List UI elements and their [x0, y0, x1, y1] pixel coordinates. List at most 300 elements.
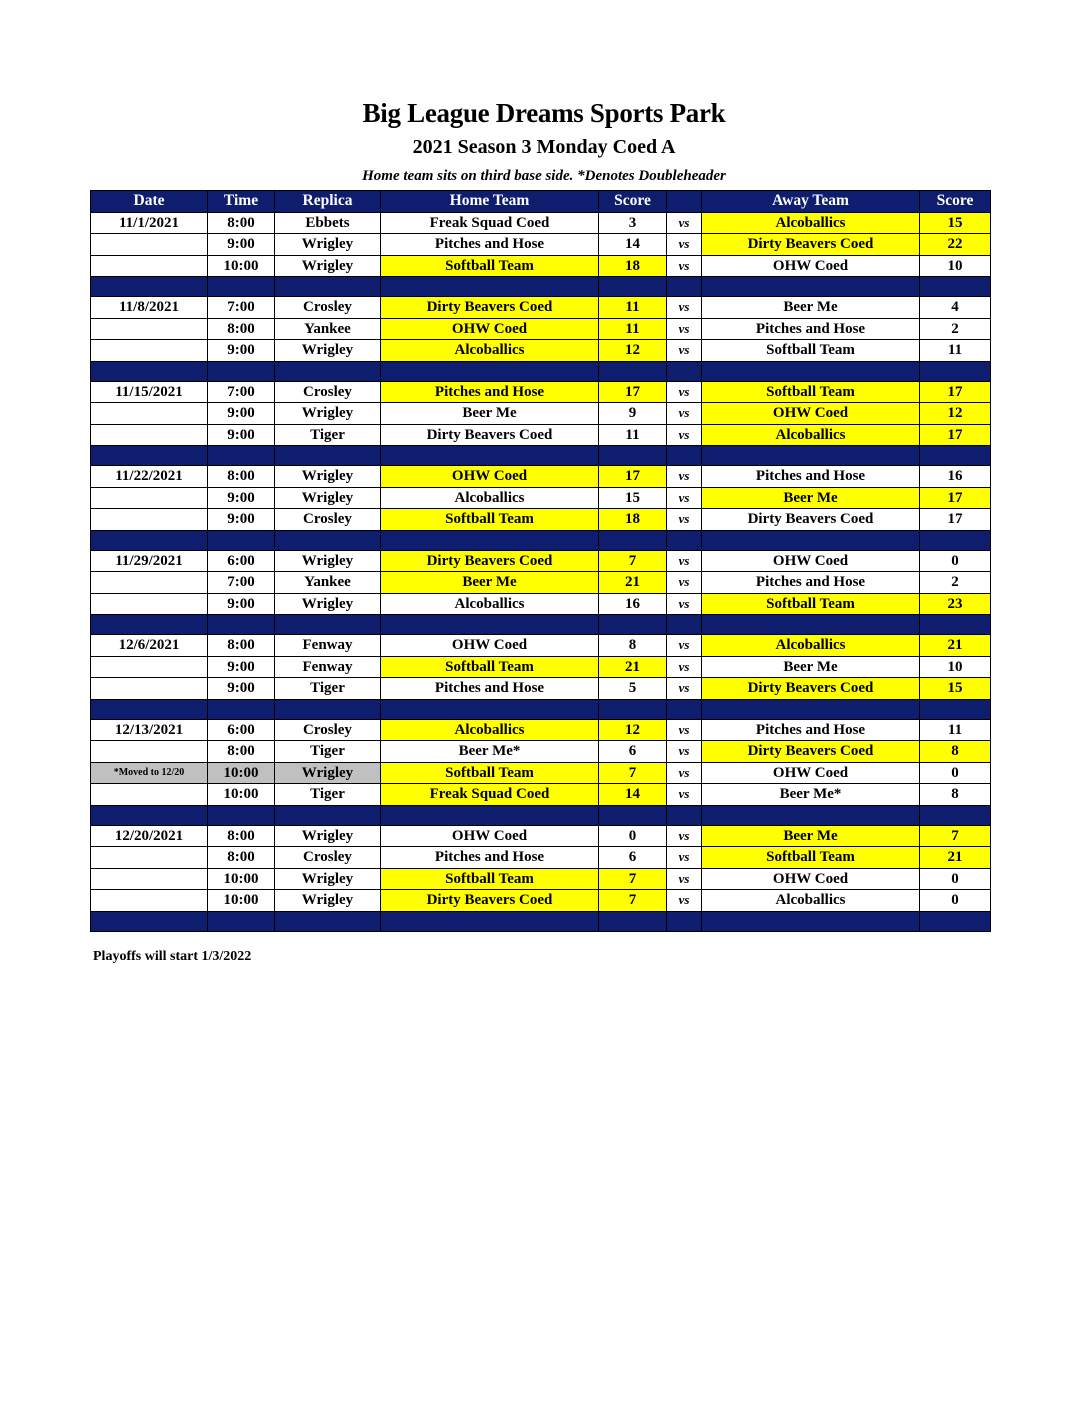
separator-cell	[920, 277, 991, 297]
table-row	[91, 550, 991, 572]
table-row	[91, 762, 991, 784]
cell-vs: vs	[667, 635, 702, 657]
cell-time: 8:00	[208, 212, 275, 234]
cell-time: 10:00	[208, 868, 275, 890]
separator-cell	[667, 361, 702, 381]
table-row	[91, 593, 991, 615]
cell-date	[91, 318, 208, 340]
header-row	[91, 191, 991, 213]
cell-home-team: Pitches and Hose	[381, 381, 599, 403]
cell-away-team: Softball Team	[702, 593, 920, 615]
cell-home-score: 11	[599, 318, 667, 340]
cell-vs: vs	[667, 403, 702, 425]
cell-home-score: 6	[599, 741, 667, 763]
separator-cell	[599, 699, 667, 719]
table-row	[91, 784, 991, 806]
cell-vs: vs	[667, 784, 702, 806]
cell-time: 9:00	[208, 509, 275, 531]
cell-away-score: 17	[920, 381, 991, 403]
cell-vs: vs	[667, 847, 702, 869]
cell-away-team: OHW Coed	[702, 868, 920, 890]
cell-replica: Wrigley	[275, 234, 381, 256]
page-title: Big League Dreams Sports Park	[362, 98, 726, 128]
table-row	[91, 255, 991, 277]
cell-replica: Fenway	[275, 635, 381, 657]
separator-cell	[91, 361, 208, 381]
cell-away-team: Beer Me	[702, 656, 920, 678]
cell-date	[91, 403, 208, 425]
cell-away-score: 7	[920, 825, 991, 847]
cell-home-team: Beer Me	[381, 403, 599, 425]
separator-cell	[91, 615, 208, 635]
cell-date	[91, 868, 208, 890]
cell-replica: Crosley	[275, 847, 381, 869]
cell-away-team: OHW Coed	[702, 550, 920, 572]
separator-cell	[667, 615, 702, 635]
cell-home-score: 5	[599, 678, 667, 700]
cell-time: 10:00	[208, 255, 275, 277]
cell-away-score: 2	[920, 572, 991, 594]
table-row	[91, 466, 991, 488]
cell-date	[91, 656, 208, 678]
column-header-away-score: Score	[920, 191, 991, 213]
cell-time: 7:00	[208, 381, 275, 403]
column-header-replica: Replica	[275, 191, 381, 213]
cell-home-team: Softball Team	[381, 255, 599, 277]
separator-cell	[920, 615, 991, 635]
table-row	[91, 890, 991, 912]
cell-time: 6:00	[208, 719, 275, 741]
cell-away-score: 17	[920, 487, 991, 509]
cell-away-score: 11	[920, 719, 991, 741]
cell-time: 10:00	[208, 890, 275, 912]
separator-cell	[920, 699, 991, 719]
cell-date	[91, 424, 208, 446]
table-row	[91, 340, 991, 362]
separator-cell	[208, 699, 275, 719]
separator-cell	[381, 911, 599, 931]
cell-away-score: 0	[920, 890, 991, 912]
table-row	[91, 212, 991, 234]
separator-cell	[91, 911, 208, 931]
cell-home-score: 21	[599, 656, 667, 678]
cell-away-team: Dirty Beavers Coed	[702, 678, 920, 700]
cell-home-score: 14	[599, 784, 667, 806]
cell-away-team: Dirty Beavers Coed	[702, 741, 920, 763]
column-header-home-team: Home Team	[381, 191, 599, 213]
cell-home-score: 17	[599, 466, 667, 488]
cell-home-team: Softball Team	[381, 656, 599, 678]
cell-vs: vs	[667, 381, 702, 403]
cell-home-team: OHW Coed	[381, 825, 599, 847]
cell-time: 8:00	[208, 635, 275, 657]
table-row	[91, 297, 991, 319]
cell-away-team: Dirty Beavers Coed	[702, 234, 920, 256]
cell-vs: vs	[667, 212, 702, 234]
separator-cell	[599, 361, 667, 381]
cell-replica: Tiger	[275, 424, 381, 446]
column-header-time: Time	[208, 191, 275, 213]
cell-replica: Wrigley	[275, 593, 381, 615]
separator-cell	[275, 699, 381, 719]
cell-away-team: Beer Me	[702, 487, 920, 509]
cell-date: 11/22/2021	[91, 466, 208, 488]
cell-vs: vs	[667, 297, 702, 319]
cell-time: 7:00	[208, 297, 275, 319]
cell-date	[91, 340, 208, 362]
cell-replica: Wrigley	[275, 340, 381, 362]
separator-cell	[599, 911, 667, 931]
cell-vs: vs	[667, 466, 702, 488]
cell-away-team: Softball Team	[702, 381, 920, 403]
cell-away-team: Dirty Beavers Coed	[702, 509, 920, 531]
cell-replica: Crosley	[275, 381, 381, 403]
cell-replica: Wrigley	[275, 890, 381, 912]
cell-vs: vs	[667, 572, 702, 594]
cell-away-team: Softball Team	[702, 340, 920, 362]
cell-time: 8:00	[208, 825, 275, 847]
separator-cell	[275, 615, 381, 635]
cell-home-team: Dirty Beavers Coed	[381, 297, 599, 319]
table-row	[91, 381, 991, 403]
table-row	[91, 635, 991, 657]
cell-away-team: Alcoballics	[702, 890, 920, 912]
cell-replica: Crosley	[275, 297, 381, 319]
cell-home-team: Alcoballics	[381, 487, 599, 509]
cell-time: 6:00	[208, 550, 275, 572]
cell-away-team: Beer Me	[702, 297, 920, 319]
cell-home-score: 11	[599, 297, 667, 319]
cell-time: 7:00	[208, 572, 275, 594]
cell-vs: vs	[667, 234, 702, 256]
cell-away-score: 10	[920, 255, 991, 277]
cell-away-score: 21	[920, 847, 991, 869]
cell-date	[91, 572, 208, 594]
separator-cell	[667, 699, 702, 719]
cell-away-team: Softball Team	[702, 847, 920, 869]
week-separator-row	[91, 530, 991, 550]
separator-cell	[702, 699, 920, 719]
cell-replica: Crosley	[275, 719, 381, 741]
cell-away-team: Pitches and Hose	[702, 466, 920, 488]
cell-replica: Wrigley	[275, 762, 381, 784]
separator-cell	[702, 911, 920, 931]
separator-cell	[275, 911, 381, 931]
separator-cell	[381, 361, 599, 381]
separator-cell	[381, 805, 599, 825]
cell-away-team: OHW Coed	[702, 255, 920, 277]
cell-home-score: 12	[599, 719, 667, 741]
cell-home-team: Dirty Beavers Coed	[381, 424, 599, 446]
separator-cell	[208, 277, 275, 297]
separator-cell	[275, 446, 381, 466]
cell-away-score: 0	[920, 762, 991, 784]
cell-date: 11/8/2021	[91, 297, 208, 319]
separator-cell	[208, 615, 275, 635]
table-row	[91, 825, 991, 847]
cell-vs: vs	[667, 678, 702, 700]
separator-cell	[275, 361, 381, 381]
cell-away-team: Beer Me*	[702, 784, 920, 806]
separator-cell	[702, 446, 920, 466]
cell-date	[91, 234, 208, 256]
cell-time: 9:00	[208, 340, 275, 362]
cell-date: *Moved to 12/20	[91, 762, 208, 784]
cell-away-team: OHW Coed	[702, 762, 920, 784]
cell-away-team: Alcoballics	[702, 424, 920, 446]
cell-home-score: 9	[599, 403, 667, 425]
page-subtitle: 2021 Season 3 Monday Coed A	[412, 136, 676, 158]
cell-replica: Wrigley	[275, 550, 381, 572]
cell-home-score: 14	[599, 234, 667, 256]
cell-home-team: Softball Team	[381, 868, 599, 890]
cell-date	[91, 784, 208, 806]
cell-replica: Wrigley	[275, 466, 381, 488]
cell-home-team: OHW Coed	[381, 318, 599, 340]
separator-cell	[208, 446, 275, 466]
cell-vs: vs	[667, 890, 702, 912]
cell-date: 11/15/2021	[91, 381, 208, 403]
column-header-vs	[667, 191, 702, 213]
cell-date	[91, 890, 208, 912]
separator-cell	[599, 277, 667, 297]
week-separator-row	[91, 361, 991, 381]
separator-cell	[667, 277, 702, 297]
separator-cell	[920, 361, 991, 381]
week-separator-row	[91, 805, 991, 825]
cell-home-team: Dirty Beavers Coed	[381, 890, 599, 912]
cell-replica: Yankee	[275, 572, 381, 594]
cell-time: 9:00	[208, 487, 275, 509]
cell-time: 9:00	[208, 424, 275, 446]
separator-cell	[91, 277, 208, 297]
cell-date	[91, 678, 208, 700]
cell-home-score: 8	[599, 635, 667, 657]
separator-cell	[702, 805, 920, 825]
cell-vs: vs	[667, 741, 702, 763]
separator-cell	[91, 699, 208, 719]
cell-time: 10:00	[208, 784, 275, 806]
cell-vs: vs	[667, 487, 702, 509]
cell-date	[91, 741, 208, 763]
column-header-away-team: Away Team	[702, 191, 920, 213]
cell-away-team: Beer Me	[702, 825, 920, 847]
cell-date	[91, 509, 208, 531]
cell-date	[91, 255, 208, 277]
cell-away-score: 11	[920, 340, 991, 362]
cell-replica: Tiger	[275, 741, 381, 763]
cell-vs: vs	[667, 593, 702, 615]
cell-vs: vs	[667, 868, 702, 890]
separator-cell	[920, 805, 991, 825]
separator-cell	[91, 446, 208, 466]
cell-home-score: 17	[599, 381, 667, 403]
cell-away-score: 16	[920, 466, 991, 488]
cell-replica: Wrigley	[275, 825, 381, 847]
cell-vs: vs	[667, 509, 702, 531]
cell-home-score: 7	[599, 890, 667, 912]
cell-away-score: 21	[920, 635, 991, 657]
week-separator-row	[91, 277, 991, 297]
table-row	[91, 424, 991, 446]
cell-date	[91, 847, 208, 869]
cell-home-score: 21	[599, 572, 667, 594]
cell-home-team: Softball Team	[381, 762, 599, 784]
separator-cell	[381, 699, 599, 719]
separator-cell	[208, 361, 275, 381]
table-row	[91, 572, 991, 594]
cell-home-score: 3	[599, 212, 667, 234]
table-row	[91, 656, 991, 678]
cell-vs: vs	[667, 550, 702, 572]
table-row	[91, 509, 991, 531]
cell-away-score: 22	[920, 234, 991, 256]
cell-vs: vs	[667, 656, 702, 678]
separator-cell	[599, 615, 667, 635]
playoffs-note: Playoffs will start 1/3/2022	[93, 949, 252, 964]
week-separator-row	[91, 699, 991, 719]
cell-away-score: 8	[920, 784, 991, 806]
cell-away-score: 15	[920, 212, 991, 234]
separator-cell	[702, 277, 920, 297]
cell-time: 8:00	[208, 318, 275, 340]
table-row	[91, 741, 991, 763]
cell-home-team: Freak Squad Coed	[381, 212, 599, 234]
separator-cell	[667, 911, 702, 931]
cell-replica: Wrigley	[275, 403, 381, 425]
cell-away-score: 0	[920, 550, 991, 572]
cell-home-team: Beer Me	[381, 572, 599, 594]
cell-home-team: Pitches and Hose	[381, 234, 599, 256]
separator-cell	[381, 615, 599, 635]
cell-home-score: 0	[599, 825, 667, 847]
cell-away-score: 0	[920, 868, 991, 890]
separator-cell	[381, 530, 599, 550]
cell-home-team: Pitches and Hose	[381, 847, 599, 869]
cell-away-team: Alcoballics	[702, 212, 920, 234]
separator-cell	[599, 446, 667, 466]
cell-away-team: OHW Coed	[702, 403, 920, 425]
cell-vs: vs	[667, 340, 702, 362]
cell-replica: Wrigley	[275, 868, 381, 890]
separator-cell	[208, 805, 275, 825]
cell-home-team: Beer Me*	[381, 741, 599, 763]
cell-home-score: 11	[599, 424, 667, 446]
cell-replica: Wrigley	[275, 255, 381, 277]
separator-cell	[275, 530, 381, 550]
cell-home-score: 16	[599, 593, 667, 615]
cell-home-team: Pitches and Hose	[381, 678, 599, 700]
table-row	[91, 234, 991, 256]
separator-cell	[208, 911, 275, 931]
cell-replica: Tiger	[275, 784, 381, 806]
cell-away-team: Pitches and Hose	[702, 719, 920, 741]
cell-away-score: 23	[920, 593, 991, 615]
separator-cell	[208, 530, 275, 550]
cell-date	[91, 593, 208, 615]
table-row	[91, 719, 991, 741]
separator-cell	[920, 530, 991, 550]
schedule-body	[91, 212, 991, 931]
cell-away-score: 4	[920, 297, 991, 319]
cell-home-score: 18	[599, 255, 667, 277]
table-row	[91, 318, 991, 340]
separator-cell	[667, 805, 702, 825]
cell-vs: vs	[667, 255, 702, 277]
cell-date	[91, 487, 208, 509]
cell-away-score: 8	[920, 741, 991, 763]
schedule-note: Home team sits on third base side. *Denotes Doubleheader	[362, 168, 726, 184]
cell-home-team: Softball Team	[381, 509, 599, 531]
cell-away-score: 2	[920, 318, 991, 340]
separator-cell	[702, 530, 920, 550]
cell-home-team: OHW Coed	[381, 635, 599, 657]
cell-time: 10:00	[208, 762, 275, 784]
cell-replica: Crosley	[275, 509, 381, 531]
cell-home-team: Alcoballics	[381, 593, 599, 615]
cell-away-score: 17	[920, 424, 991, 446]
separator-cell	[275, 805, 381, 825]
cell-date: 12/13/2021	[91, 719, 208, 741]
table-row	[91, 487, 991, 509]
table-row	[91, 403, 991, 425]
separator-cell	[599, 805, 667, 825]
separator-cell	[599, 530, 667, 550]
cell-away-score: 10	[920, 656, 991, 678]
cell-away-score: 15	[920, 678, 991, 700]
separator-cell	[702, 361, 920, 381]
separator-cell	[667, 530, 702, 550]
separator-cell	[920, 446, 991, 466]
cell-time: 9:00	[208, 656, 275, 678]
table-row	[91, 678, 991, 700]
cell-away-team: Alcoballics	[702, 635, 920, 657]
cell-away-score: 17	[920, 509, 991, 531]
cell-vs: vs	[667, 719, 702, 741]
table-row	[91, 847, 991, 869]
cell-vs: vs	[667, 318, 702, 340]
cell-replica: Tiger	[275, 678, 381, 700]
separator-cell	[91, 805, 208, 825]
table-row	[91, 868, 991, 890]
separator-cell	[702, 615, 920, 635]
cell-home-score: 7	[599, 550, 667, 572]
cell-home-score: 7	[599, 868, 667, 890]
cell-home-team: Dirty Beavers Coed	[381, 550, 599, 572]
column-header-home-score: Score	[599, 191, 667, 213]
week-separator-row	[91, 446, 991, 466]
cell-replica: Fenway	[275, 656, 381, 678]
cell-time: 9:00	[208, 678, 275, 700]
cell-time: 9:00	[208, 403, 275, 425]
schedule-table	[90, 190, 991, 932]
cell-vs: vs	[667, 424, 702, 446]
cell-replica: Yankee	[275, 318, 381, 340]
separator-cell	[667, 446, 702, 466]
cell-time: 9:00	[208, 593, 275, 615]
cell-date: 12/20/2021	[91, 825, 208, 847]
cell-date: 12/6/2021	[91, 635, 208, 657]
cell-home-team: Freak Squad Coed	[381, 784, 599, 806]
cell-home-score: 15	[599, 487, 667, 509]
week-separator-row	[91, 911, 991, 931]
cell-away-score: 12	[920, 403, 991, 425]
cell-time: 8:00	[208, 741, 275, 763]
cell-home-score: 18	[599, 509, 667, 531]
cell-time: 8:00	[208, 847, 275, 869]
cell-home-score: 6	[599, 847, 667, 869]
cell-time: 8:00	[208, 466, 275, 488]
